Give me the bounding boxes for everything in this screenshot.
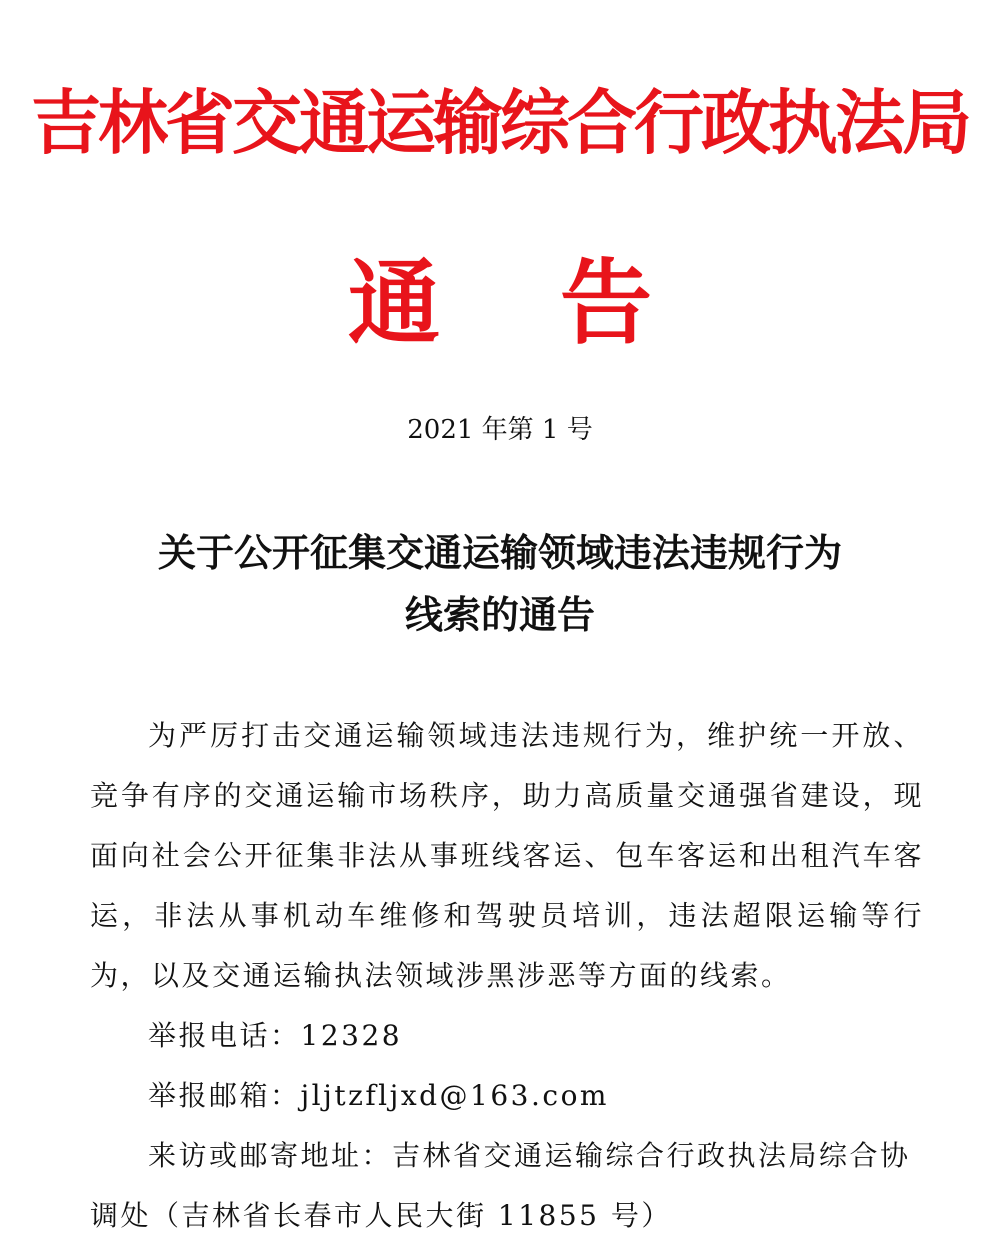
- notice-subject: [0, 522, 1000, 646]
- subject-line-2: 线索的通告: [404, 592, 595, 637]
- issuer-heading: 吉林省交通运输综合行政执法局: [31, 81, 969, 164]
- subject-line-1: 关于公开征集交通运输领域违法违规行为: [157, 530, 842, 575]
- document-number: 2021 年第 1 号: [407, 415, 593, 445]
- document-type-title: 通告: [347, 249, 772, 357]
- notice-body: [90, 706, 924, 1246]
- visit-mail-address: 来访或邮寄地址：吉林省交通运输综合行政执法局综合协调处（吉林省长春市人民大街 11855 号）: [90, 1139, 911, 1232]
- report-hotline: 举报电话：12328: [148, 1019, 403, 1052]
- report-email: 举报邮箱：jljtzfljxd@163.com: [148, 1079, 609, 1112]
- body-paragraph: 为严厉打击交通运输领域违法违规行为，维护统一开放、竞争有序的交通运输市场秩序，助力高质量交通强省建设，现面向社会公开征集非法从事班线客运、包车客运和出租汽车客运，非法从事机动车维修和驾驶员培训，违法超限运输等行为，以及交通运输执法领域涉黑涉恶等方面的线索。: [90, 719, 924, 992]
